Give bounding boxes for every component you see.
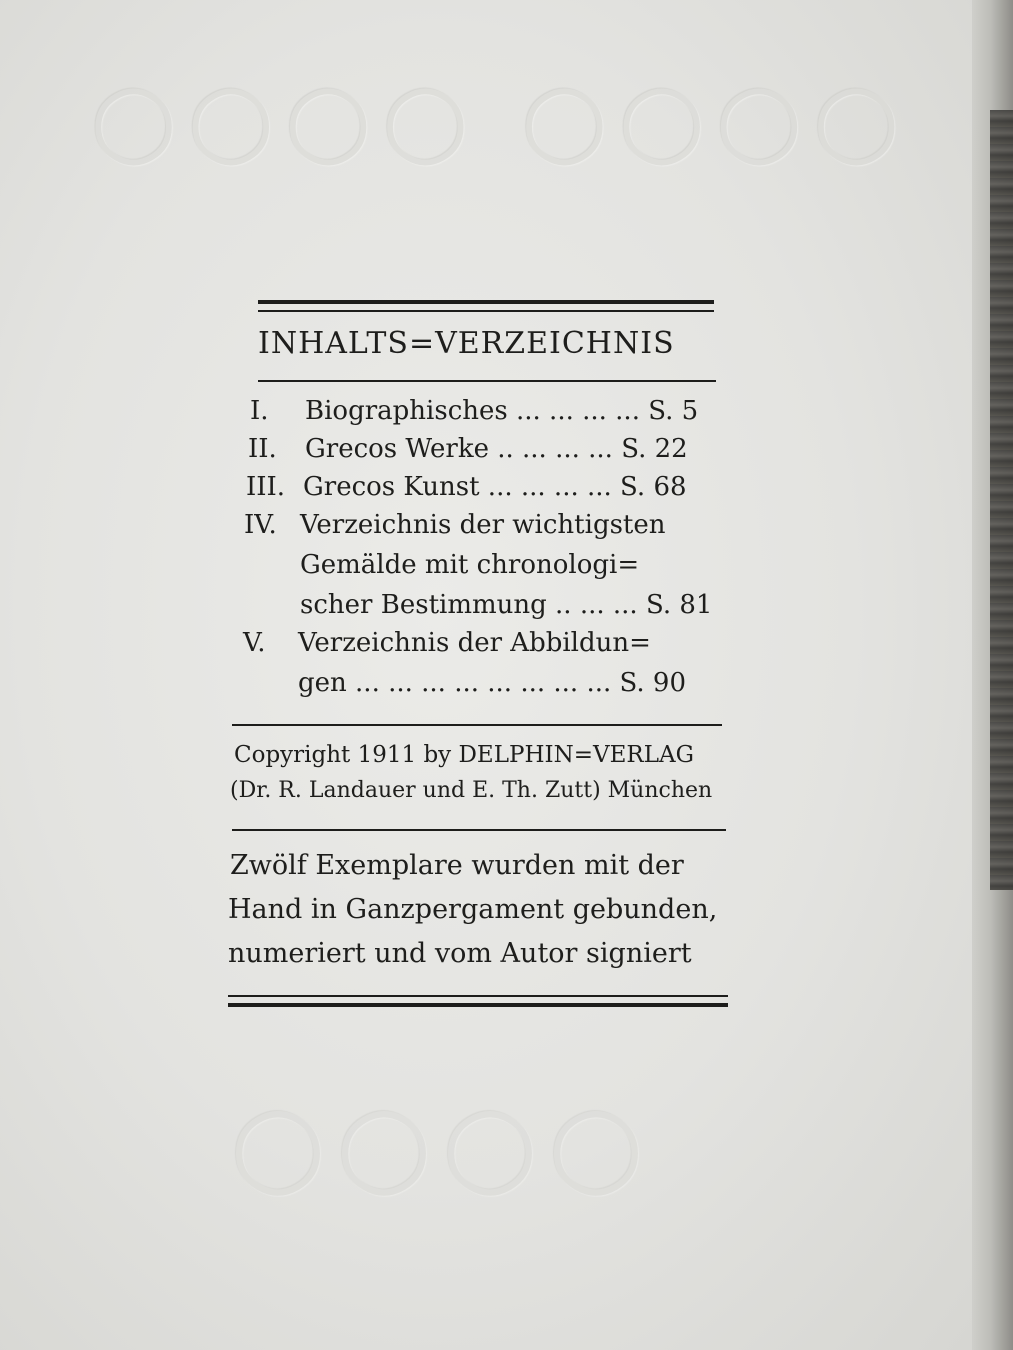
top-double-rule-thin [258,310,714,312]
toc-entry-4-text-line-3: scher Bestimmung .. ... ... S. 81 [300,590,713,620]
toc-entry-5-text-line-2: gen ... ... ... ... ... ... ... ... S. 90 [298,668,687,698]
toc-heading: INHALTS=VERZEICHNIS [258,326,675,361]
facing-plate-edge [990,110,1013,890]
edition-note-line-2: Hand in Ganzpergament gebunden, [228,894,718,925]
copyright-bottom-rule [232,829,726,831]
toc-entry-4-text-line-1: Verzeichnis der wichtigsten [300,510,666,540]
copyright-line-1: Copyright 1911 by DELPHIN=VERLAG [234,742,694,768]
toc-entry-4-number: IV. [244,510,277,540]
bottom-double-rule-thin [228,995,728,997]
copyright-line-2: (Dr. R. Landauer und E. Th. Zutt) München [230,778,713,803]
embossed-title-shadow: ○○○○ ○○○○ [90,60,910,177]
edition-note-line-1: Zwölf Exemplare wurden mit der [230,850,684,881]
toc-heading-rule [258,380,716,382]
toc-bottom-rule [232,724,722,726]
bottom-double-rule-thick [228,1003,728,1007]
edition-note-line-3: numeriert und vom Autor signiert [228,938,692,969]
toc-entry-1-number: I. [250,396,269,426]
toc-entry-4-text-line-2: Gemälde mit chronologi= [300,550,640,580]
toc-entry-1-text: Biographisches ... ... ... ... S. 5 [305,396,699,426]
toc-entry-5-number: V. [243,628,266,658]
toc-entry-3-text: Grecos Kunst ... ... ... ... S. 68 [303,472,687,502]
toc-entry-2-number: II. [248,434,277,464]
toc-entry-2-text: Grecos Werke .. ... ... ... S. 22 [305,434,688,464]
toc-entry-3-number: III. [246,472,286,502]
toc-entry-5-text-line-1: Verzeichnis der Abbildun= [298,628,651,658]
top-double-rule-thick [258,300,714,304]
embossed-year-shadow: ○○○○ [230,1080,654,1208]
